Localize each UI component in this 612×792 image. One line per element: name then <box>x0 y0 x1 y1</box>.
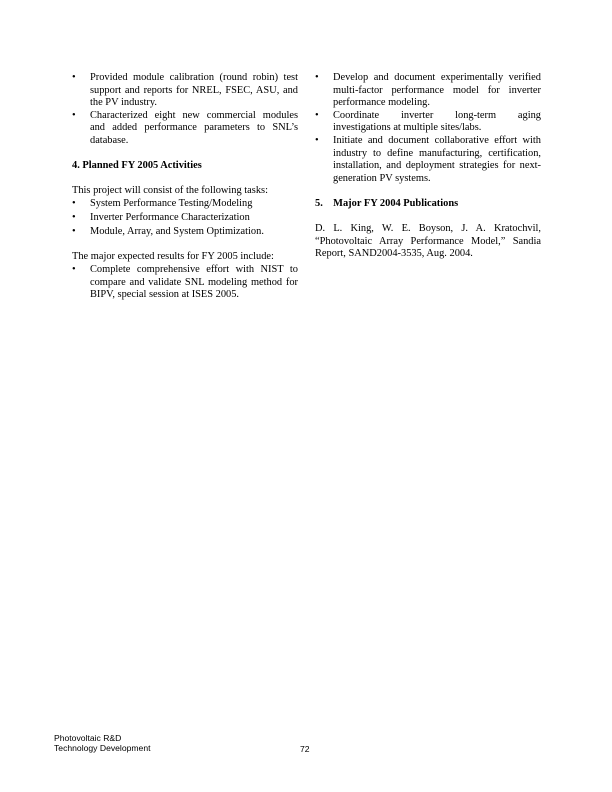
page-number: 72 <box>300 743 310 754</box>
results-list <box>72 264 298 302</box>
list-item: • Provided module calibration (round robin) test support and reports for NREL, FSEC, ASU, and the PV industry. <box>72 72 298 110</box>
results-list-continued <box>315 72 541 185</box>
list-item: • Coordinate inverter long-term aging investigations at multiple sites/labs. <box>315 110 541 135</box>
list-item: • Develop and document experimentally verified multi-factor performance model for inverter performance modeling. <box>315 72 541 110</box>
publication-entry: D. L. King, W. E. Boyson, J. A. Kratochvil, “Photovoltaic Array Performance Model,” Sandia Report, SAND2004-3535, Aug. 2004. <box>315 223 541 260</box>
right-column <box>315 72 541 261</box>
list-item: • Complete comprehensive effort with NIST to compare and validate SNL modeling method for BIPV, special session at ISES 2005. <box>72 264 298 302</box>
footer-line-2: Technology Development <box>54 743 151 754</box>
footer-line-1: Photovoltaic R&D <box>54 733 122 743</box>
list-item: • Module, Array, and System Optimization. <box>72 226 298 239</box>
results-intro: The major expected results for FY 2005 include: <box>72 251 274 263</box>
section-4-heading: 4. Planned FY 2005 Activities <box>72 160 202 172</box>
list-item: • System Performance Testing/Modeling <box>72 198 298 211</box>
list-item: • Inverter Performance Characterization <box>72 212 298 225</box>
left-column <box>72 72 298 302</box>
accomplishments-list <box>72 72 298 148</box>
list-item: • Characterized eight new commercial modules and added performance parameters to SNL’s database. <box>72 110 298 148</box>
tasks-intro: This project will consist of the following tasks: <box>72 185 268 197</box>
tasks-list <box>72 198 298 239</box>
section-5-heading: 5. Major FY 2004 Publications <box>315 197 459 209</box>
footer <box>54 733 151 754</box>
list-item: • Initiate and document collaborative effort with industry to define manufacturing, certification, installation, and deployment strategies for next-generation PV systems. <box>315 135 541 185</box>
